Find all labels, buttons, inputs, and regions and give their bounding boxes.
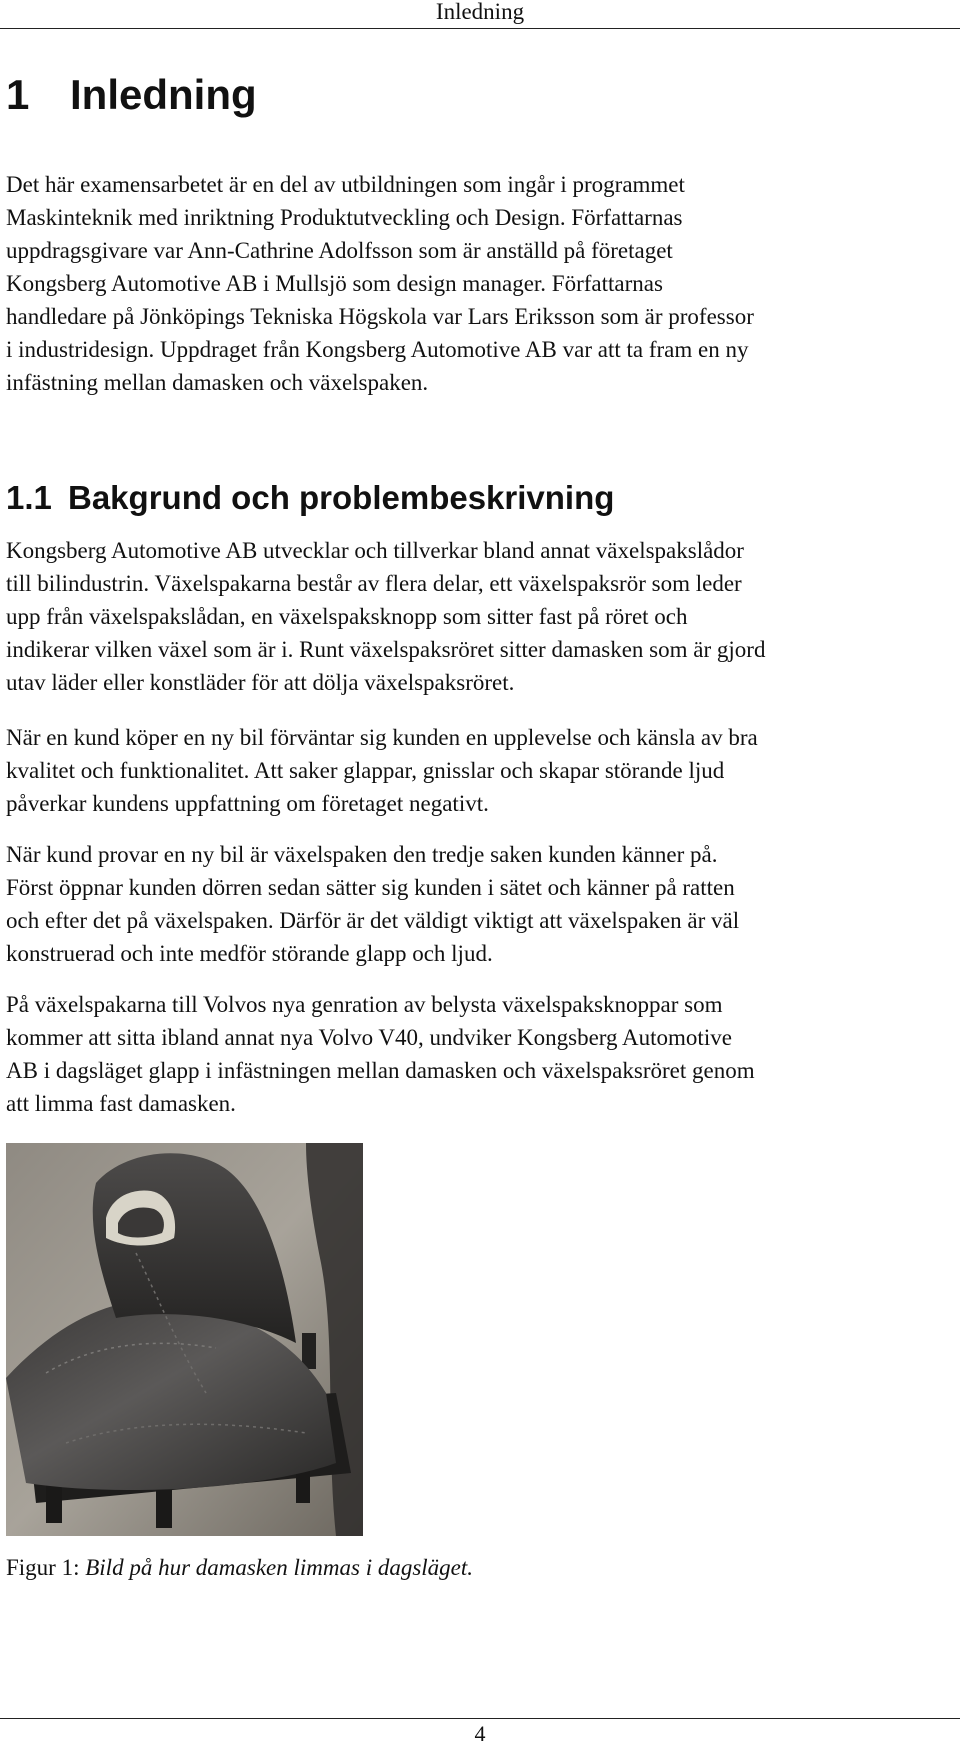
figure-label: Figur 1: — [6, 1555, 86, 1580]
intro-paragraph — [6, 168, 956, 399]
paragraph-line: upp från växelspakslådan, en växelspaksknopp som sitter fast på röret och — [6, 604, 688, 629]
running-header — [0, 0, 960, 29]
section-number: 1.1 — [6, 479, 52, 516]
paragraph-line: På växelspakarna till Volvos nya genration av belysta växelspaksknoppar som — [6, 992, 723, 1017]
running-header-title: Inledning — [435, 0, 525, 24]
paragraph-line: indikerar vilken växel som är i. Runt växelspaksröret sitter damasken som är gjord — [6, 637, 766, 662]
section-title — [6, 478, 614, 518]
paragraph-line: och efter det på växelspaken. Därför är det väldigt viktigt att växelspaken är väl — [6, 908, 740, 933]
paragraph-line: konstruerad och inte medför störande glapp och ljud. — [6, 941, 493, 966]
paragraph-line: infästning mellan damasken och växelspaken. — [6, 370, 429, 395]
paragraph-line: Det här examensarbetet är en del av utbildningen som ingår i programmet — [6, 172, 685, 197]
gear-lever-paragraph — [6, 838, 956, 970]
paragraph-line: i industridesign. Uppdraget från Kongsberg Automotive AB var att ta fram en ny — [6, 337, 749, 362]
paragraph-line: kommer att sitta ibland annat nya Volvo V40, undviker Kongsberg Automotive — [6, 1025, 732, 1050]
paragraph-line: till bilindustrin. Växelspakarna består av flera delar, ett växelspaksrör som leder — [6, 571, 742, 596]
paragraph-line: Först öppnar kunden dörren sedan sätter sig kunden i sätet och känner på ratten — [6, 875, 735, 900]
gear-boot-photo — [6, 1143, 363, 1536]
volvo-paragraph — [6, 988, 956, 1120]
paragraph-line: Maskinteknik med inriktning Produktutveckling och Design. Författarnas — [6, 205, 683, 230]
paragraph-line: När kund provar en ny bil är växelspaken den tredje saken kunden känner på. — [6, 842, 718, 867]
section-title-text: Bakgrund och problembeskrivning — [68, 479, 615, 516]
customer-quality-paragraph — [6, 721, 956, 820]
paragraph-line: att limma fast damasken. — [6, 1091, 236, 1116]
chapter-title-text: Inledning — [70, 71, 257, 118]
paragraph-line: Kongsberg Automotive AB utvecklar och tillverkar bland annat växelspakslådor — [6, 538, 744, 563]
paragraph-line: uppdragsgivare var Ann-Cathrine Adolfsson som är anställd på företaget — [6, 238, 673, 263]
background-paragraph — [6, 534, 956, 699]
figure-caption — [6, 1552, 473, 1584]
paragraph-line: När en kund köper en ny bil förväntar sig kunden en upplevelse och känsla av bra — [6, 725, 758, 750]
paragraph-line: utav läder eller konstläder för att dölja växelspaksröret. — [6, 670, 515, 695]
footer-rule — [0, 1718, 960, 1719]
gear-boot-illustration — [6, 1143, 363, 1536]
chapter-title — [6, 70, 257, 120]
paragraph-line: kvalitet och funktionalitet. Att saker glappar, gnisslar och skapar störande ljud — [6, 758, 725, 783]
page-number: 4 — [474, 1721, 486, 1746]
paragraph-line: påverkar kundens uppfattning om företaget negativt. — [6, 791, 489, 816]
paragraph-line: Kongsberg Automotive AB i Mullsjö som design manager. Författarnas — [6, 271, 663, 296]
paragraph-line: AB i dagsläget glapp i infästningen mellan damasken och växelspaksröret genom — [6, 1058, 755, 1083]
figure-description: Bild på hur damasken limmas i dagsläget. — [85, 1555, 474, 1580]
chapter-number: 1 — [6, 71, 30, 118]
paragraph-line: handledare på Jönköpings Tekniska Högskola var Lars Eriksson som är professor — [6, 304, 754, 329]
